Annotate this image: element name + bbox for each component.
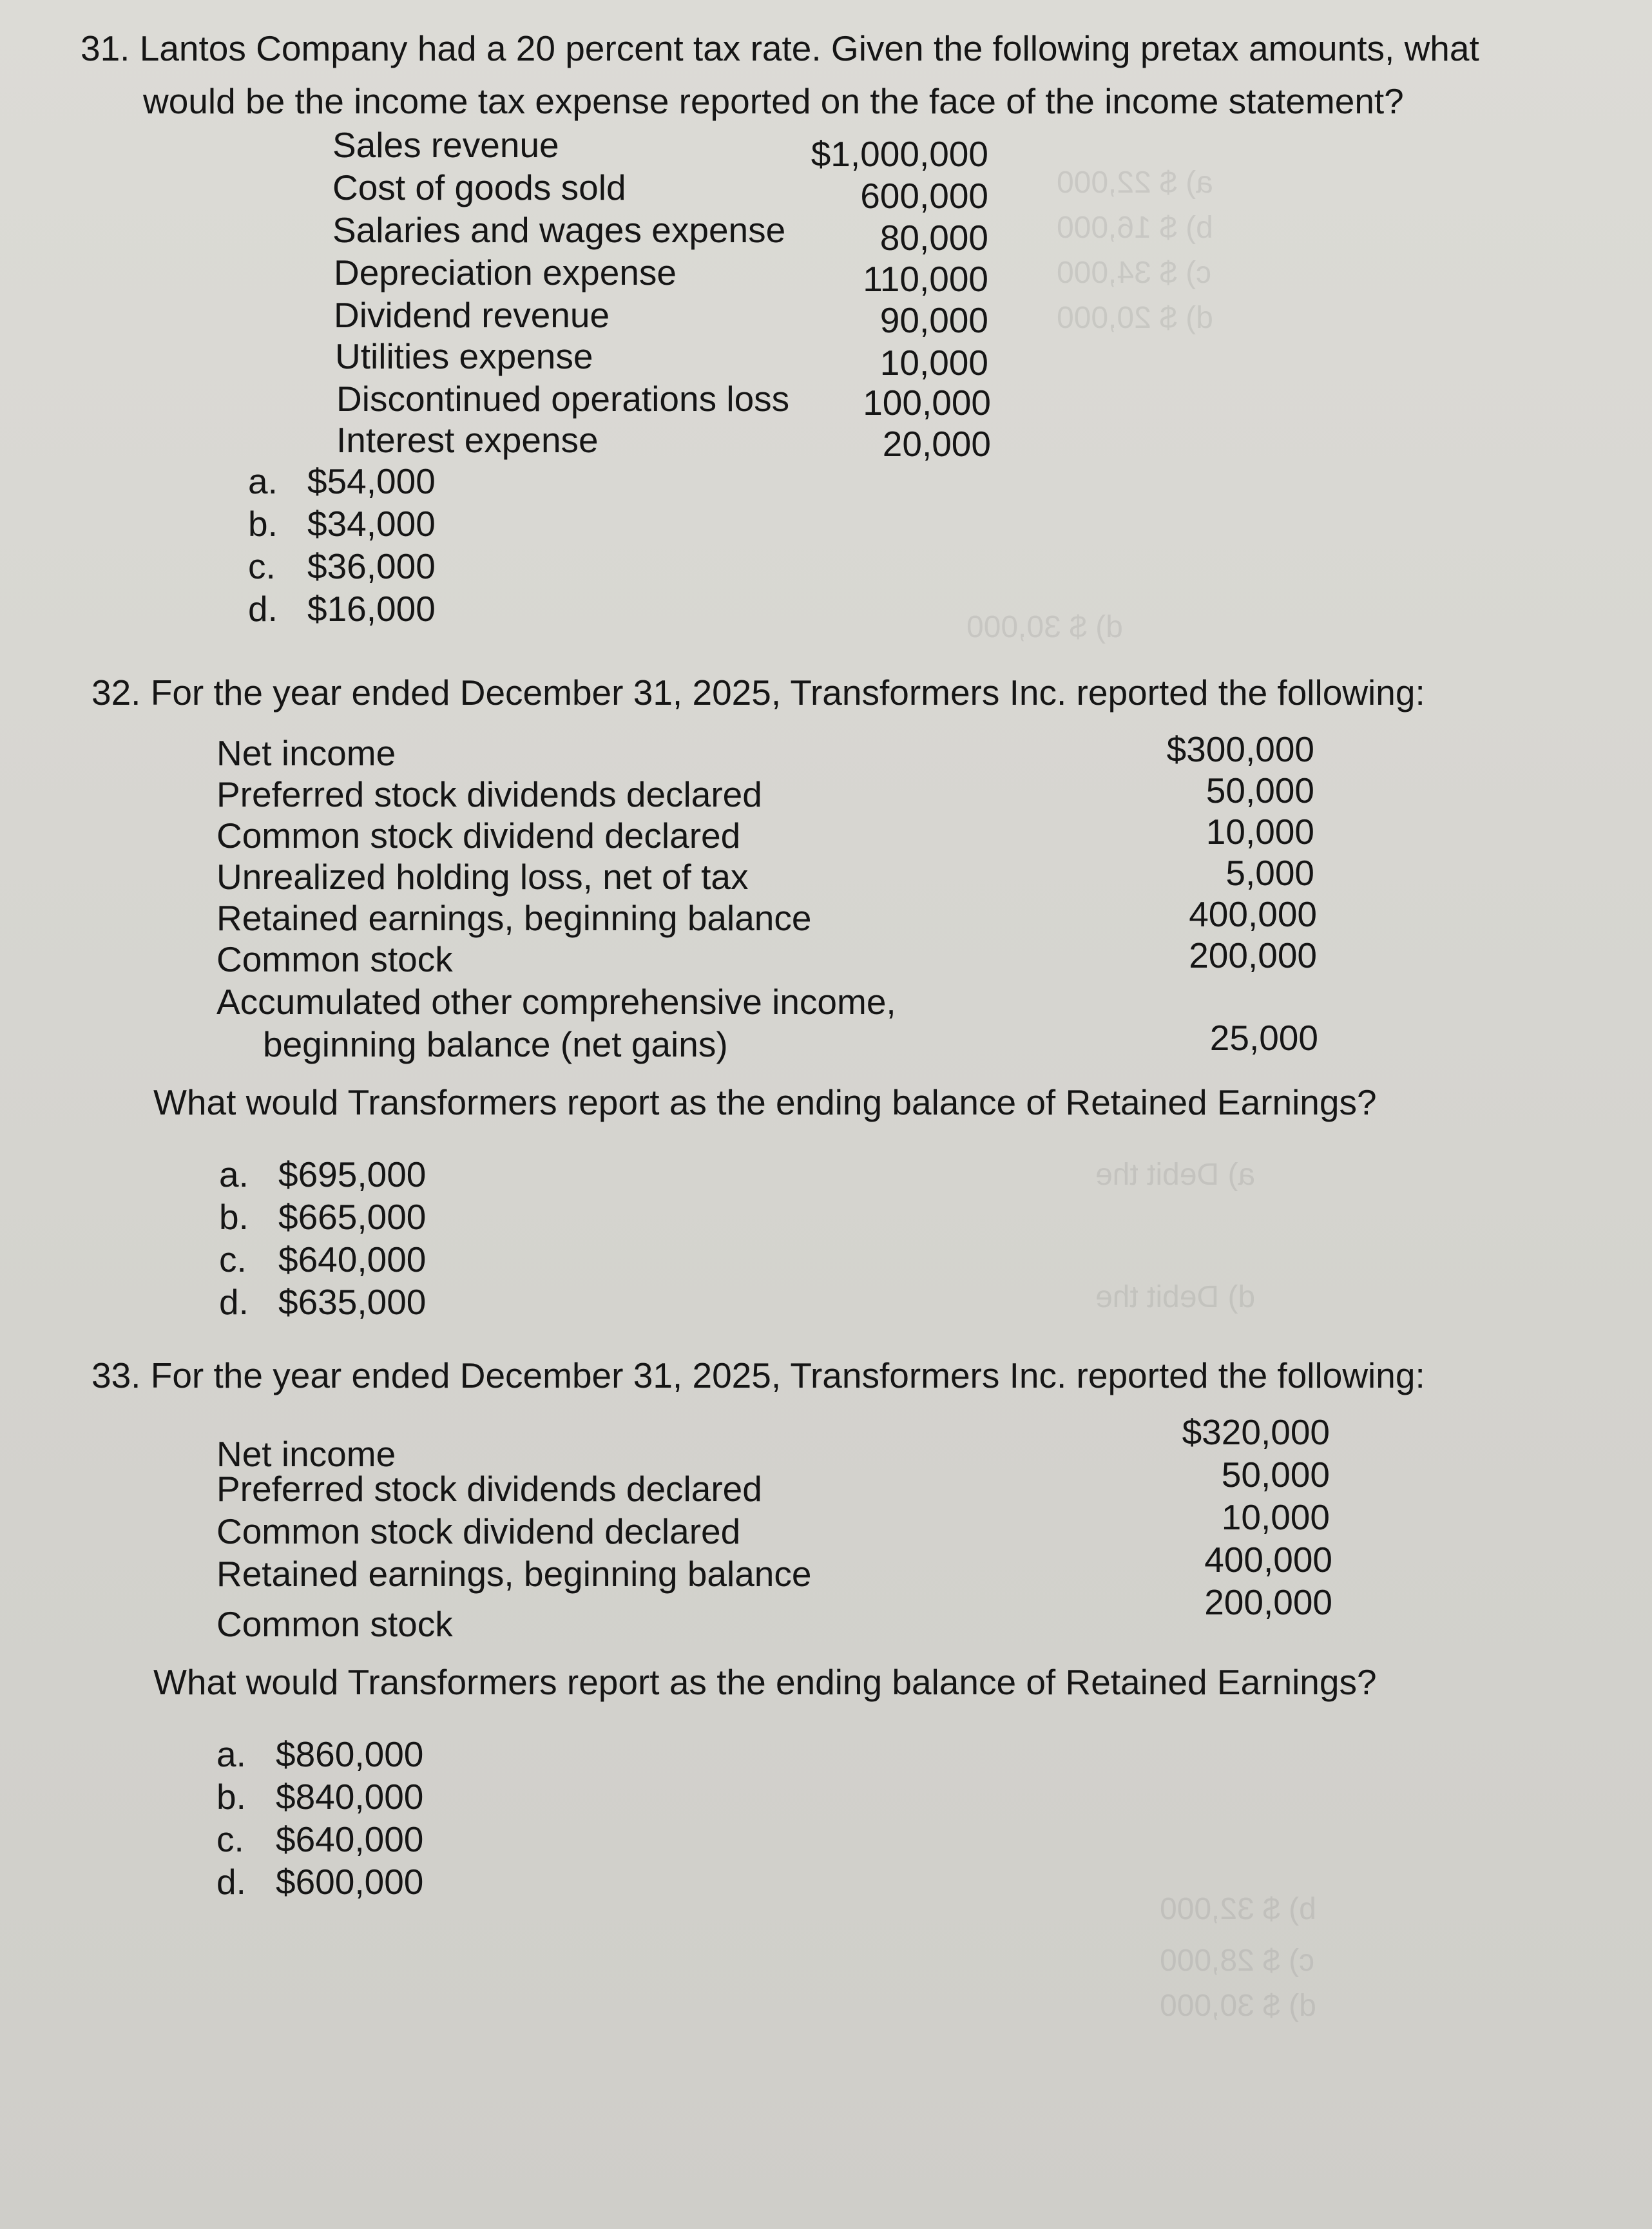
option-letter: c. xyxy=(248,546,276,586)
q31-item-label: Discontinued operations loss xyxy=(336,379,790,419)
q32-aoci-label-line1: Accumulated other comprehensive income, xyxy=(216,982,896,1022)
q33-item-value: 200,000 xyxy=(1204,1582,1332,1622)
q33-item-label: Net income xyxy=(216,1434,396,1474)
q32-aoci-value: 25,000 xyxy=(1209,1018,1318,1058)
bleed-through-mark: d) $ 20,000 xyxy=(1057,301,1213,335)
q32-item-label: Net income xyxy=(216,733,396,773)
option-text: $665,000 xyxy=(278,1197,427,1237)
option-letter: a. xyxy=(219,1154,249,1194)
q33-item-label: Retained earnings, beginning balance xyxy=(216,1554,812,1594)
option-letter: d. xyxy=(248,589,278,629)
q31-item-value: $1,000,000 xyxy=(811,134,988,174)
q31-option-a[interactable] xyxy=(248,461,436,501)
bleed-through-mark: c) $ 28,000 xyxy=(1160,1944,1315,1978)
q31-item-value: 10,000 xyxy=(879,343,988,383)
option-letter: b. xyxy=(219,1197,249,1237)
option-text: $54,000 xyxy=(307,461,436,501)
option-letter: a. xyxy=(248,461,278,501)
q32-item-label: Unrealized holding loss, net of tax xyxy=(216,857,749,897)
q31-option-b[interactable] xyxy=(248,506,436,542)
q31-item-label: Salaries and wages expense xyxy=(332,210,786,250)
q31-option-c[interactable] xyxy=(248,546,436,586)
q33-item-value: 400,000 xyxy=(1204,1540,1332,1580)
q31-item-value: 90,000 xyxy=(879,300,988,340)
option-text: $695,000 xyxy=(278,1154,427,1194)
q31-item-value: 110,000 xyxy=(863,259,988,299)
q33-question: What would Transformers report as the ending balance of Retained Earnings? xyxy=(153,1662,1377,1702)
bleed-through-mark: d) $ 30,000 xyxy=(1160,1989,1316,2023)
q31-item-label: Interest expense xyxy=(336,420,599,460)
q31-stem-line1 xyxy=(81,28,1479,68)
q31-stem-line2: would be the income tax expense reported on the face of the income statement? xyxy=(143,81,1404,121)
q33-item-label: Preferred stock dividends declared xyxy=(216,1469,762,1509)
option-letter: d. xyxy=(219,1282,249,1322)
option-text: $640,000 xyxy=(276,1819,424,1859)
option-letter: a. xyxy=(216,1734,246,1774)
q33-item-value: 50,000 xyxy=(1221,1455,1330,1495)
q32-item-label: Preferred stock dividends declared xyxy=(216,774,762,814)
bleed-through-mark: c) $ 34,000 xyxy=(1057,256,1212,290)
q33-stem: 33. For the year ended December 31, 2025, Transformers Inc. reported the following: xyxy=(91,1355,1425,1395)
q32-item-label: Common stock xyxy=(216,939,453,979)
q33-option-d[interactable] xyxy=(216,1864,423,1900)
q33-item-label: Common stock xyxy=(216,1604,453,1644)
q31-item-value: 600,000 xyxy=(860,176,988,216)
q33-option-b[interactable] xyxy=(216,1779,423,1815)
option-text: $640,000 xyxy=(278,1239,427,1279)
q32-item-value: 400,000 xyxy=(1189,894,1317,934)
q31-item-label: Utilities expense xyxy=(335,336,593,376)
q31-item-label: Dividend revenue xyxy=(334,295,610,335)
q32-item-value: 50,000 xyxy=(1205,770,1314,810)
bleed-through-mark: b) $ 16,000 xyxy=(1057,211,1213,245)
q32-option-c[interactable] xyxy=(219,1239,427,1279)
q33-item-value: $320,000 xyxy=(1182,1412,1330,1452)
q31-item-label: Cost of goods sold xyxy=(332,167,626,207)
q32-option-b[interactable] xyxy=(219,1197,427,1237)
q31-stem-text: Lantos Company had a 20 percent tax rate. Given the following pretax amounts, what xyxy=(139,28,1479,68)
q32-option-a[interactable] xyxy=(219,1154,427,1194)
q33-option-c[interactable] xyxy=(216,1819,424,1859)
q32-item-value: 10,000 xyxy=(1205,812,1314,852)
option-text: $16,000 xyxy=(307,589,436,629)
bleed-through-mark: d) Debit the xyxy=(1095,1280,1256,1314)
bleed-through-mark: a) $ 22,000 xyxy=(1057,166,1213,200)
q32-stem: 32. For the year ended December 31, 2025, Transformers Inc. reported the following: xyxy=(91,673,1425,713)
q32-item-value: $300,000 xyxy=(1166,729,1314,769)
q31-item-value: 100,000 xyxy=(863,383,991,423)
q32-item-label: Retained earnings, beginning balance xyxy=(216,898,812,938)
q33-item-label: Common stock dividend declared xyxy=(216,1511,741,1551)
q31-number: 31. xyxy=(81,28,130,68)
q31-item-label: Depreciation expense xyxy=(334,253,677,292)
option-text: $840,000 xyxy=(276,1777,424,1817)
q31-item-label: Sales revenue xyxy=(332,125,559,165)
option-text: $635,000 xyxy=(278,1282,427,1322)
option-text: $600,000 xyxy=(276,1862,424,1902)
option-letter: b. xyxy=(248,504,278,544)
q33-option-a[interactable] xyxy=(216,1734,424,1774)
option-letter: d. xyxy=(216,1862,246,1902)
option-letter: b. xyxy=(216,1777,246,1817)
option-letter: c. xyxy=(216,1819,244,1859)
option-text: $34,000 xyxy=(307,504,436,544)
q31-option-d[interactable] xyxy=(248,591,436,627)
option-letter: c. xyxy=(219,1239,247,1279)
q32-item-label: Common stock dividend declared xyxy=(216,816,741,856)
bleed-through-mark: b) $ 32,000 xyxy=(1160,1892,1316,1926)
q32-aoci-label-line2: beginning balance (net gains) xyxy=(263,1024,728,1064)
option-text: $36,000 xyxy=(307,546,436,586)
q33-item-value: 10,000 xyxy=(1221,1497,1330,1537)
q32-option-d[interactable] xyxy=(219,1282,427,1322)
q32-item-value: 5,000 xyxy=(1225,853,1314,893)
bleed-through-mark: a) Debit the xyxy=(1095,1158,1256,1192)
q31-item-value: 80,000 xyxy=(879,218,988,258)
q32-item-value: 200,000 xyxy=(1189,935,1317,975)
option-text: $860,000 xyxy=(276,1734,424,1774)
q32-question: What would Transformers report as the ending balance of Retained Earnings? xyxy=(153,1082,1377,1122)
q31-item-value: 20,000 xyxy=(882,424,991,464)
bleed-through-mark: d) $ 30,000 xyxy=(966,610,1123,644)
